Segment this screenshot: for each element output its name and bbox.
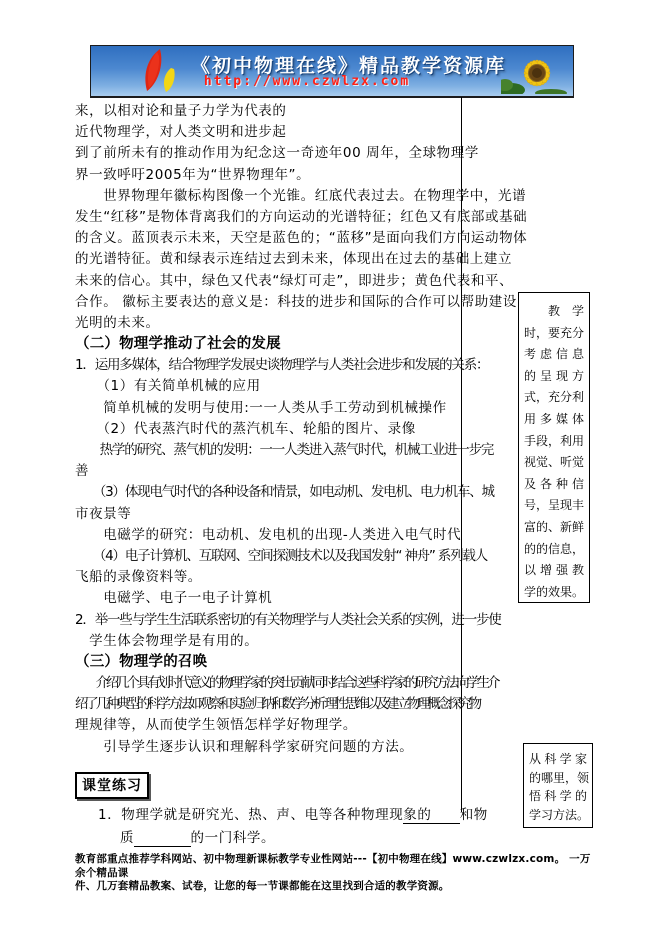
exercise-text: 和物	[459, 807, 488, 823]
text-line: 引导学生逐步认识和理解科学家研究问题的方法。	[75, 738, 414, 755]
text-line: （2）代表蒸汽时代的蒸汽机车、轮船的图片、录像	[75, 420, 416, 437]
footer-line: 教育部重点推荐学科网站、初中物理新课标教学专业性网站---【初中物理在线】www.czwlzx.com。 一万余个精品课	[75, 853, 591, 879]
text-line: 热学的研究、蒸气机的发明：一一人类进入蒸气时代，机械工业进一步完	[75, 442, 494, 458]
section-heading-2: （二）物理学推动了社会的发展	[75, 336, 281, 353]
note-line: 的的信息，	[524, 541, 585, 556]
note-line: 教学	[524, 304, 584, 318]
sunflower-image	[501, 48, 567, 94]
fill-in-blank	[134, 830, 190, 847]
text-line: （1）有关简单机械的应用	[75, 378, 261, 395]
text-line: 简单机械的发明与使用:一一人类从手工劳动到机械操作	[75, 399, 447, 416]
text-line: 的光谱特征。黄和绿表示连结过去到未来，体现出在过去的基础上建立	[75, 251, 513, 268]
note-line: 悟科学的	[529, 789, 587, 803]
note-line: 用多媒体	[524, 411, 584, 426]
text-line: 界一致呼吁2005年为“世界物理年”。	[75, 166, 311, 183]
text-line: 介绍几个具有划时代意义的物理学家的突出贡献同时结合这些科学家的研究方法向学生介	[75, 675, 498, 692]
note-line: 考虑信息	[524, 347, 584, 362]
note-line: 手段，利用	[524, 433, 585, 448]
site-banner	[90, 45, 574, 98]
text-line: 电磁学、电子一电子计算机	[75, 590, 273, 607]
text-line: 未来的信心。其中，绿色又代表“绿灯可走”，即进步；黄色代表和平、	[75, 272, 514, 289]
footer-line: 件、几万套精品教案、试卷，让您的每一节课都能在这里找到合适的教学资源。	[75, 880, 450, 892]
text-line: （3）体现电气时代的各种设备和情景，如电动机、发电机、电力机车、城	[75, 484, 494, 501]
lesson-text	[75, 101, 528, 758]
note-line: 及各种信	[524, 476, 584, 491]
classroom-exercise-label	[75, 772, 149, 799]
text-line: 2．举一些与学生生活联系密切的有关物理学与人类社会关系的实例，进一步使	[75, 611, 501, 628]
exercise-line-2	[75, 827, 488, 850]
text-line: 市夜景等	[75, 505, 132, 522]
text-line: 发生“红移”是物体背离我们的方向运动的光谱特征；红色又有底部或基础	[75, 208, 528, 225]
text-line: 学生体会物理学是有用的。	[75, 632, 259, 649]
banner-url-text: http://www.czwlzx.com	[203, 74, 411, 89]
note-line: 学习方法。	[529, 807, 590, 822]
exercise-line-1	[75, 804, 488, 827]
banner-title: 《初中物理在线》精品教学资源库	[191, 55, 507, 77]
section-heading-3: （三）物理学的召唤	[75, 653, 208, 670]
note-line: 富的、新鲜	[524, 519, 585, 534]
text-line: 电磁学的研究：电动机、发电机的出现-人类进入电气时代	[75, 526, 462, 543]
note-line: 以增强教	[524, 563, 584, 578]
text-line: 的含义。蓝顶表示未来，天空是蓝色的；“蓝移”是面向我们方向运动物体	[75, 230, 528, 247]
text-line: （4）电子计算机、互联网、空间探测技术以及我国发射“ 神舟” 系列载人	[75, 547, 488, 564]
text-line: 飞船的录像资料等。	[75, 569, 202, 586]
exercise-text: 1．物理学就是研究光、热、声、电等各种物理现	[98, 807, 404, 823]
note-line: 的哪里，领	[529, 770, 590, 785]
text-line: 合作。 徽标主要表达的意义是：科技的进步和国际的合作可以帮助建设	[75, 293, 517, 310]
fill-in-blank: 象的	[403, 807, 460, 823]
text-line: 光明的未来。	[75, 314, 160, 331]
text-line: 绍了几种典型的科学方法如观察和实验 归纳和数学分析 理性思维以及建立物理概念探究物	[75, 696, 479, 713]
exercise-text: 的一门科学。	[190, 830, 276, 846]
exercise-question	[75, 804, 488, 850]
text-line: 世界物理年徽标构图像一个光锥。红底代表过去。在物理学中，光谱	[75, 187, 527, 204]
text-line: 来，以相对论和量子力学为代表的	[75, 103, 287, 119]
text-line: 善	[75, 463, 90, 480]
note-line: 式，充分利	[524, 390, 585, 405]
classroom-exercise-label-text: 课堂练习	[82, 778, 142, 794]
margin-note-science	[523, 743, 593, 828]
margin-note-teaching	[518, 292, 590, 603]
exercise-text: 质	[120, 830, 135, 846]
text-line: 理规律等，从而使学生领悟怎样学好物理学。	[75, 717, 357, 734]
text-line: 1．运用多媒体，结合物理学发展史谈物理学与人类社会进步和发展的关系：	[75, 357, 489, 374]
note-line: 的呈现方	[524, 368, 584, 383]
note-line: 视觉、听觉	[524, 455, 585, 470]
note-line: 号，呈现丰	[524, 498, 585, 513]
note-line: 学的效果。	[524, 584, 585, 599]
note-line: 时，要充分	[524, 325, 585, 340]
text-line: 近代物理学，对人类文明和进步起	[75, 124, 287, 141]
note-line: 从科学家	[529, 752, 587, 766]
footer-note	[75, 853, 595, 894]
text-line: 到了前所未有的推动作用为纪念这一奇迹年00 周年，全球物理学	[75, 145, 479, 162]
